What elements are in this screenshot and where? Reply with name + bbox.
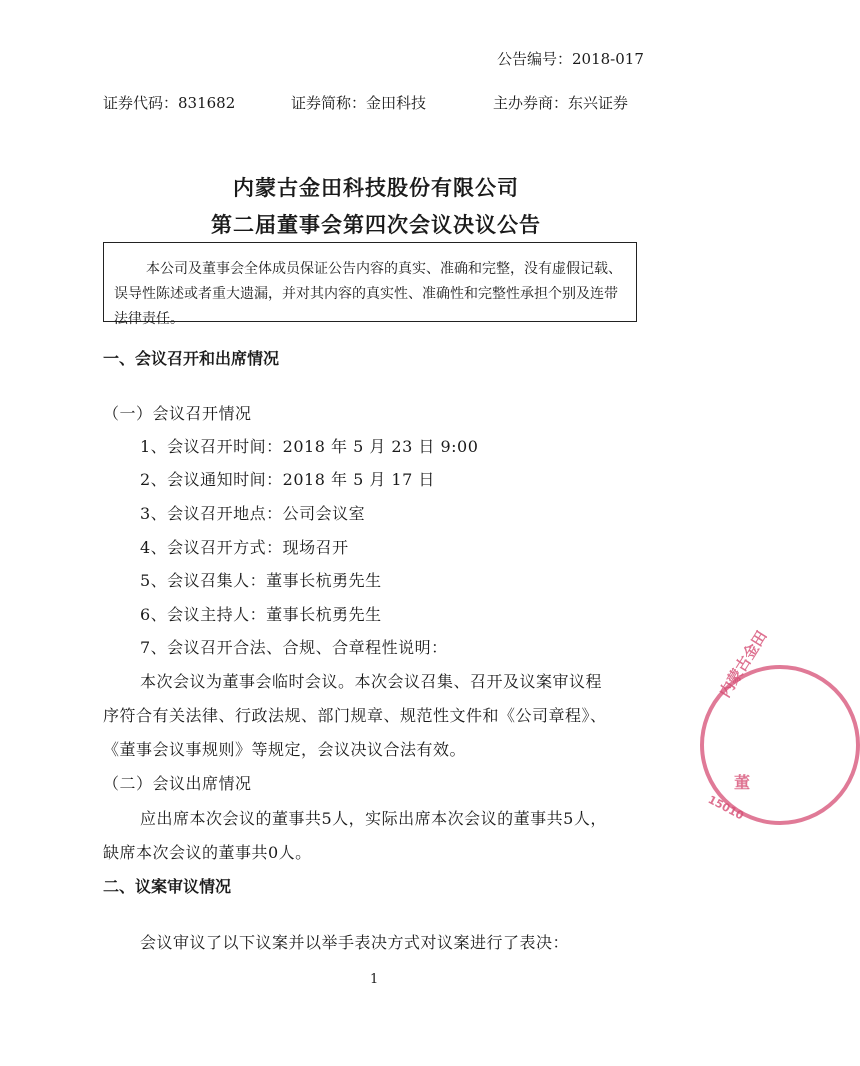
section-1-heading: 一、会议召开和出席情况 [103, 349, 280, 368]
section-2-heading: 二、议案审议情况 [103, 877, 232, 896]
legality-paragraph-line: 序符合有关法律、行政法规、部门规章、规范性文件和《公司章程》、 [103, 706, 607, 725]
announcement-number: 公告编号：2018-017 [497, 50, 644, 68]
security-abbreviation: 证券简称：金田科技 [291, 94, 427, 112]
sponsor-broker: 主办券商：东兴证券 [493, 94, 629, 112]
security-code: 证券代码：831682 [103, 94, 236, 112]
legality-paragraph-line: 《董事会议事规则》等规定，会议决议合法有效。 [103, 740, 467, 759]
meeting-item-legality: 7、会议召开合法、合规、合章程性说明： [140, 638, 448, 657]
meeting-item-notice-time: 2、会议通知时间：2018 年 5 月 17 日 [140, 470, 435, 489]
subsection-2-heading: （二）会议出席情况 [103, 774, 252, 793]
section-2-intro: 会议审议了以下议案并以举手表决方式对议案进行了表决： [140, 933, 570, 952]
subsection-1-heading: （一）会议召开情况 [103, 404, 252, 423]
legality-paragraph-line: 本次会议为董事会临时会议。本次会议召集、召开及议案审议程 [140, 672, 603, 691]
meeting-item-host: 6、会议主持人：董事长杭勇先生 [140, 605, 382, 624]
disclaimer-notice-box: 本公司及董事会全体成员保证公告内容的真实、准确和完整，没有虚假记载、误导性陈述或者重大遗漏，并对其内容的真实性、准确性和完整性承担个别及连带法律责任。 [103, 242, 637, 322]
meeting-item-time: 1、会议召开时间：2018 年 5 月 23 日 9:00 [140, 437, 479, 456]
seal-top-text: 内蒙古金田 [715, 627, 771, 701]
meeting-item-convener: 5、会议召集人：董事长杭勇先生 [140, 571, 382, 590]
attendance-paragraph-line: 缺席本次会议的董事共0人。 [103, 843, 312, 862]
meeting-item-method: 4、会议召开方式：现场召开 [140, 538, 349, 557]
document-title: 第二届董事会第四次会议决议公告 [211, 212, 541, 237]
seal-number-text: 15010 [705, 793, 746, 823]
meeting-item-location: 3、会议召开地点：公司会议室 [140, 504, 366, 523]
seal-middle-text: 董 [734, 773, 751, 792]
attendance-paragraph-line: 应出席本次会议的董事共5人，实际出席本次会议的董事共5人， [140, 809, 607, 828]
page-number: 1 [370, 972, 379, 987]
company-title: 内蒙古金田科技股份有限公司 [233, 175, 519, 200]
